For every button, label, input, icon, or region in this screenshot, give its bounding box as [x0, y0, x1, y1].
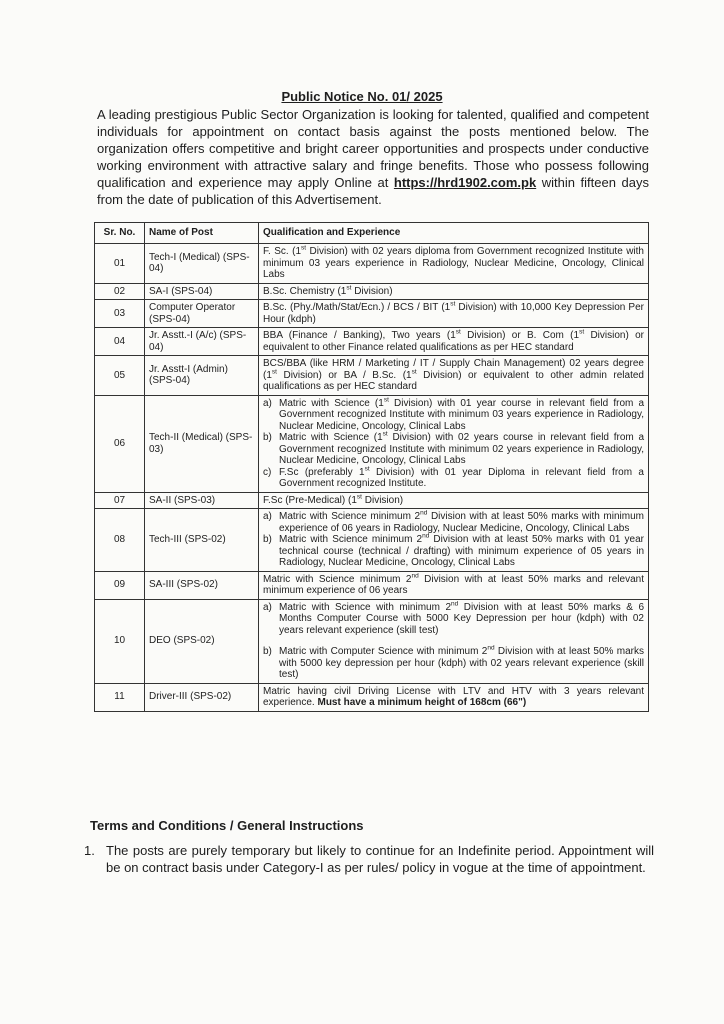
row-post-name: SA-III (SPS-02) [145, 571, 259, 599]
row-sr-no: 04 [95, 328, 145, 356]
row-qualification [259, 395, 649, 492]
item-letter: b) [263, 534, 272, 545]
table-row [95, 509, 649, 572]
row-sr-no: 05 [95, 356, 145, 396]
apply-link[interactable]: https://hrd1902.com.pk [393, 175, 537, 190]
row-qualification [259, 571, 649, 599]
row-post-name: Tech-II (Medical) (SPS-03) [145, 395, 259, 492]
qualification-text: BBA (Finance / Banking), Two years (1st Division) or B. Com (1st Division) or equivalent to other Finance related qualifications as per HEC standard [263, 328, 644, 353]
item-text: F.Sc (preferably 1st Division) with 01 year Diploma in relevant field from a Government recognized Institute. [279, 465, 644, 489]
item-letter: b) [263, 432, 272, 443]
qualification-item [263, 398, 644, 433]
qualification-text: B.Sc. Chemistry (1st Division) [263, 284, 393, 297]
item-letter: a) [263, 511, 272, 522]
qualification-text: B.Sc. (Phy./Math/Stat/Ecn.) / BCS / BIT (1st Division) with 10,000 Key Depression Per Hour (kdph) [263, 300, 644, 325]
row-post-name: Tech-I (Medical) (SPS-04) [145, 244, 259, 284]
table-row [95, 283, 649, 300]
table-row [95, 328, 649, 356]
terms-item [84, 842, 654, 876]
row-post-name: Tech-III (SPS-02) [145, 509, 259, 572]
row-sr-no: 03 [95, 300, 145, 328]
row-qualification [259, 300, 649, 328]
table-row [95, 683, 649, 711]
qualification-text: Matric with Science minimum 2nd Division with at least 50% marks and relevant minimum experience of 06 years [263, 572, 644, 596]
qualification-item [263, 511, 644, 534]
item-letter: c) [263, 466, 272, 478]
qualification-item [263, 432, 644, 467]
item-text: Matric with Science minimum 2nd Division with at least 50% marks with minimum experience of 06 years in Radiology, Nuclear Medicine, Oncology, Clinical Labs [279, 509, 644, 534]
row-sr-no: 11 [95, 683, 145, 711]
qualification-requirement: Must have a minimum height of 168cm (66") [317, 697, 527, 708]
table-row [95, 571, 649, 599]
item-letter: a) [263, 601, 272, 613]
qualification-text: BCS/BBA (like HRM / Marketing / IT / Supply Chain Management) 02 years degree (1st Division) or BA / B.Sc. (1st Division) or equivalent to other admin related qualifications as per HEC standard [263, 358, 644, 392]
row-sr-no: 01 [95, 244, 145, 284]
table-row [95, 599, 649, 683]
table-body [95, 244, 649, 712]
row-qualification [259, 509, 649, 572]
qualification-item [263, 602, 644, 637]
row-post-name: Jr. Asstt-I (Admin) (SPS-04) [145, 356, 259, 396]
notice-title: Public Notice No. 01/ 2025 [281, 89, 443, 104]
table-row [95, 356, 649, 396]
item-text: Matric with Science with minimum 2nd Division with at least 50% marks & 6 Months Computer Course with 5000 Key Depression per hour (kdph) with 02 years relevant experience (skill test) [279, 600, 645, 636]
intro-text: A leading prestigious Public Sector Organization is looking for talented, qualified and competent individuals for appointment on contact basis against the posts mentioned below. The organization offers competitive and bright career opportunities and prospects under conductive working environment with attractive salary and fringe benefits. Those who possess following qualification and experience may apply Online at [97, 107, 649, 190]
row-qualification [259, 356, 649, 396]
header-sr-no: Sr. No. [95, 223, 145, 244]
terms-item-text: The posts are purely temporary but likely to continue for an Indefinite period. Appointment will be on contract basis under Category-I as per rules/ policy in vogue at the time of appointment. [106, 843, 654, 875]
row-qualification [259, 683, 649, 711]
table-row [95, 492, 649, 509]
row-qualification [259, 283, 649, 300]
item-letter: b) [263, 646, 272, 657]
posts-table [94, 222, 649, 712]
row-sr-no: 02 [95, 283, 145, 300]
item-letter: a) [263, 397, 272, 409]
row-post-name: DEO (SPS-02) [145, 599, 259, 683]
row-qualification [259, 599, 649, 683]
qualification-text: Matric having civil Driving License with LTV and HTV with 3 years relevant experience. [263, 685, 644, 708]
row-qualification [259, 328, 649, 356]
intro-text-end: within fifteen days from the date of publication of this Advertisement. [97, 175, 649, 207]
row-post-name: Computer Operator (SPS-04) [145, 300, 259, 328]
row-post-name: SA-II (SPS-03) [145, 492, 259, 509]
qualification-item [263, 646, 644, 681]
notice-intro [97, 106, 649, 208]
row-sr-no: 07 [95, 492, 145, 509]
terms-list [84, 842, 654, 876]
row-qualification [259, 244, 649, 284]
row-sr-no: 08 [95, 509, 145, 572]
header-post: Name of Post [145, 223, 259, 244]
qualification-text: F. Sc. (1st Division) with 02 years diploma from Government recognized Institute with minimum 03 years experience in Radiology, Nuclear Medicine, Oncology, Clinical Labs [263, 244, 644, 280]
item-text: Matric with Science minimum 2nd Division with at least 50% marks with 01 year technical course (technical / drafting) with minimum experience of 05 years in Radiology, Nuclear Medicine, Oncology, Clinical Labs [279, 532, 644, 568]
qualification-item [263, 534, 644, 569]
table-row [95, 395, 649, 492]
qualification-item [263, 467, 644, 490]
terms-heading: Terms and Conditions / General Instructions [90, 818, 364, 833]
row-post-name: Jr. Asstt.-I (A/c) (SPS-04) [145, 328, 259, 356]
row-qualification [259, 492, 649, 509]
table-header-row [95, 223, 649, 244]
row-sr-no: 10 [95, 599, 145, 683]
item-text: Matric with Science (1st Division) with 01 year course in relevant field from a Government recognized Institute with minimum 03 years experience in Radiology, Nuclear Medicine, Oncology, Clinical Labs [279, 396, 645, 432]
item-text: Matric with Computer Science with minimum 2nd Division with at least 50% marks with 5000 key depression per hour (kdph) with 02 years relevant experience (skill test) [279, 644, 644, 680]
item-text: Matric with Science (1st Division) with 02 years course in relevant field from a Government recognized Institute with minimum 02 years experience in Radiology, Nuclear Medicine, Oncology, Clinical Labs [279, 430, 645, 466]
row-post-name: Driver-III (SPS-02) [145, 683, 259, 711]
qualification-text: F.Sc (Pre-Medical) (1st Division) [263, 493, 404, 506]
table-row [95, 244, 649, 284]
header-qualification: Qualification and Experience [259, 223, 649, 244]
row-sr-no: 06 [95, 395, 145, 492]
row-post-name: SA-I (SPS-04) [145, 283, 259, 300]
table-row [95, 300, 649, 328]
row-sr-no: 09 [95, 571, 145, 599]
terms-item-number: 1. [84, 843, 95, 858]
